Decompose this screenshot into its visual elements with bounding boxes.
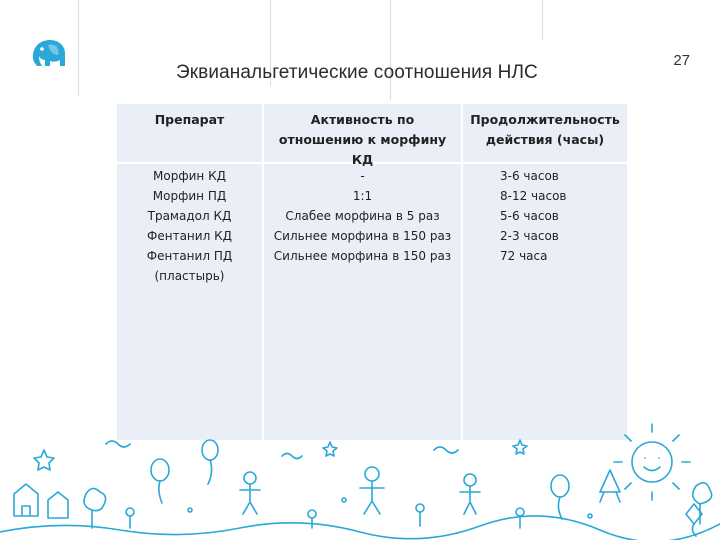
header-line: КД — [351, 152, 374, 167]
duration-column — [500, 166, 627, 266]
table-cell: 5-6 часов — [500, 209, 559, 223]
table-cell: 72 часа — [500, 249, 548, 263]
page-number: 27 — [673, 52, 690, 69]
table-cell: (пластырь) — [154, 269, 225, 283]
decor-line — [390, 0, 391, 100]
header-line: Продолжительность — [470, 112, 620, 127]
header-line: отношению к морфину — [278, 132, 447, 147]
activity-column — [264, 166, 461, 266]
table-cell: Сильнее морфина в 150 раз — [273, 229, 452, 243]
table-cell: Фентанил КД — [147, 229, 232, 243]
header-line: действия (часы) — [485, 132, 605, 147]
children-doodles-illustration — [0, 420, 720, 540]
header-drug — [117, 110, 262, 130]
table-cell: Сильнее морфина в 150 раз — [273, 249, 452, 263]
table-cell: Морфин ПД — [152, 189, 227, 203]
table-cell: Трамадол КД — [147, 209, 232, 223]
slide-title: Эквианальгетические соотношения НЛС — [176, 62, 538, 83]
decor-line — [78, 0, 79, 96]
comparison-table — [117, 104, 627, 440]
table-cell: 3-6 часов — [500, 169, 559, 183]
table-cell: 1:1 — [352, 189, 373, 203]
header-line: Активность по — [310, 112, 415, 127]
table-cell: Морфин КД — [153, 169, 226, 183]
header-duration — [463, 110, 627, 150]
table-cell: Фентанил ПД — [146, 249, 233, 263]
table-cell: Слабее морфина в 5 раз — [285, 209, 440, 223]
elephant-icon — [28, 36, 68, 70]
header-activity — [264, 110, 461, 170]
table-cell: 2-3 часов — [500, 229, 559, 243]
drug-column — [117, 166, 262, 286]
decor-line — [542, 0, 543, 40]
table-cell: - — [360, 169, 365, 183]
table-column-bg — [463, 104, 627, 440]
table-cell: 8-12 часов — [500, 189, 567, 203]
header-line: Препарат — [154, 112, 225, 127]
